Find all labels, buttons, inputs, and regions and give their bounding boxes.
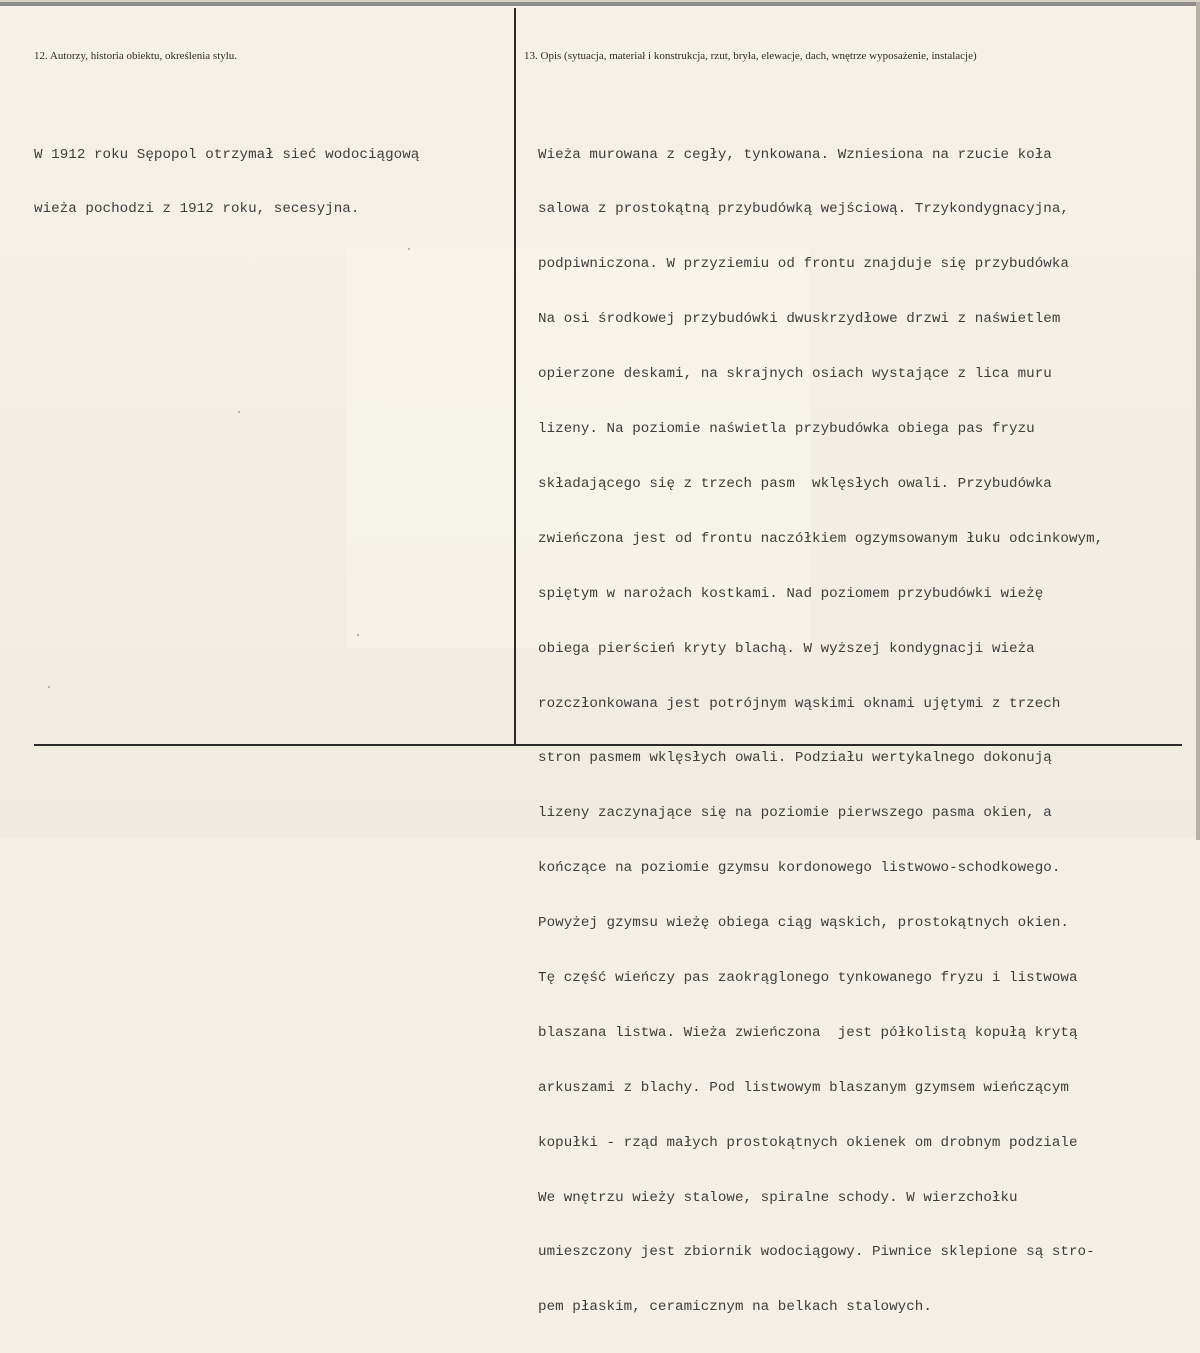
section-13-heading: 13. Opis (sytuacja, materiał i konstrukcja, rzut, bryła, elewacje, dach, wnętrze wyposażenie, instalacje)	[524, 50, 977, 62]
column-divider	[514, 8, 516, 744]
typed-line: wieża pochodzi z 1912 roku, secesyjna.	[34, 201, 360, 218]
right-edge-shadow	[1196, 2, 1200, 840]
typed-line: składającego się z trzech pasm wklęsłych owali. Przybudówka	[538, 475, 1052, 492]
paper-speck	[357, 634, 359, 636]
typed-line: podpiwniczona. W przyziemiu od frontu znajduje się przybudówka	[538, 256, 1069, 273]
typed-line: We wnętrzu wieży stalowe, spiralne schody. W wierzchołku	[538, 1189, 1018, 1206]
paper-speck	[48, 686, 50, 688]
bottom-rule	[34, 744, 1182, 746]
typed-line: spiętym w narożach kostkami. Nad poziomem przybudówki wieżę	[538, 585, 1044, 602]
section-12-typed-text	[34, 109, 419, 255]
typed-line: zwieńczona jest od frontu naczółkiem ogzymsowanym łuku odcinkowym,	[538, 530, 1104, 547]
typed-line: lizeny. Na poziomie naświetla przybudówka obiega pas fryzu	[538, 421, 1035, 438]
top-edge-rule	[0, 2, 1200, 6]
typed-line: Powyżej gzymsu wieżę obiega ciąg wąskich, prostokątnych okien.	[538, 915, 1069, 932]
section-12-heading: 12. Autorzy, historia obiektu, określenia stylu.	[34, 50, 238, 62]
paper-speck	[408, 248, 410, 250]
typed-line: Na osi środkowej przybudówki dwuskrzydłowe drzwi z naświetlem	[538, 311, 1061, 328]
typed-line: Wieża murowana z cegły, tynkowana. Wzniesiona na rzucie koła	[538, 146, 1052, 163]
typed-line: arkuszami z blachy. Pod listwowym blaszanym gzymsem wieńczącym	[538, 1079, 1069, 1096]
typed-line: obiega pierścień kryty blachą. W wyższej kondygnacji wieża	[538, 640, 1035, 657]
typed-line: lizeny zaczynające się na poziomie pierwszego pasma okien, a	[538, 805, 1052, 822]
typed-line: umieszczony jest zbiornik wodociągowy. Piwnice sklepione są stro-	[538, 1244, 1095, 1261]
typed-line: rozczłonkowana jest potrójnym wąskimi oknami ujętymi z trzech	[538, 695, 1061, 712]
typed-line: blaszana listwa. Wieża zwieńczona jest półkolistą kopułą krytą	[538, 1024, 1078, 1041]
typed-line: pem płaskim, ceramicznym na belkach stalowych.	[538, 1299, 932, 1316]
section-13-typed-text	[538, 109, 1103, 1353]
paper-speck	[238, 411, 240, 413]
typed-line: stron pasmem wklęsłych owali. Podziału wertykalnego dokonują	[538, 750, 1052, 767]
typed-line: Tę część wieńczy pas zaokrąglonego tynkowanego fryzu i listwowa	[538, 969, 1078, 986]
typed-line: salowa z prostokątną przybudówką wejściową. Trzykondygnacyjna,	[538, 201, 1069, 218]
typed-line: kopułki - rząd małych prostokątnych okienek om drobnym podziale	[538, 1134, 1078, 1151]
typed-line: opierzone deskami, na skrajnych osiach wystające z lica muru	[538, 366, 1052, 383]
typed-line: W 1912 roku Sępopol otrzymał sieć wodociągową	[34, 146, 420, 163]
typed-line: kończące na poziomie gzymsu kordonowego listwowo-schodkowego.	[538, 860, 1061, 877]
